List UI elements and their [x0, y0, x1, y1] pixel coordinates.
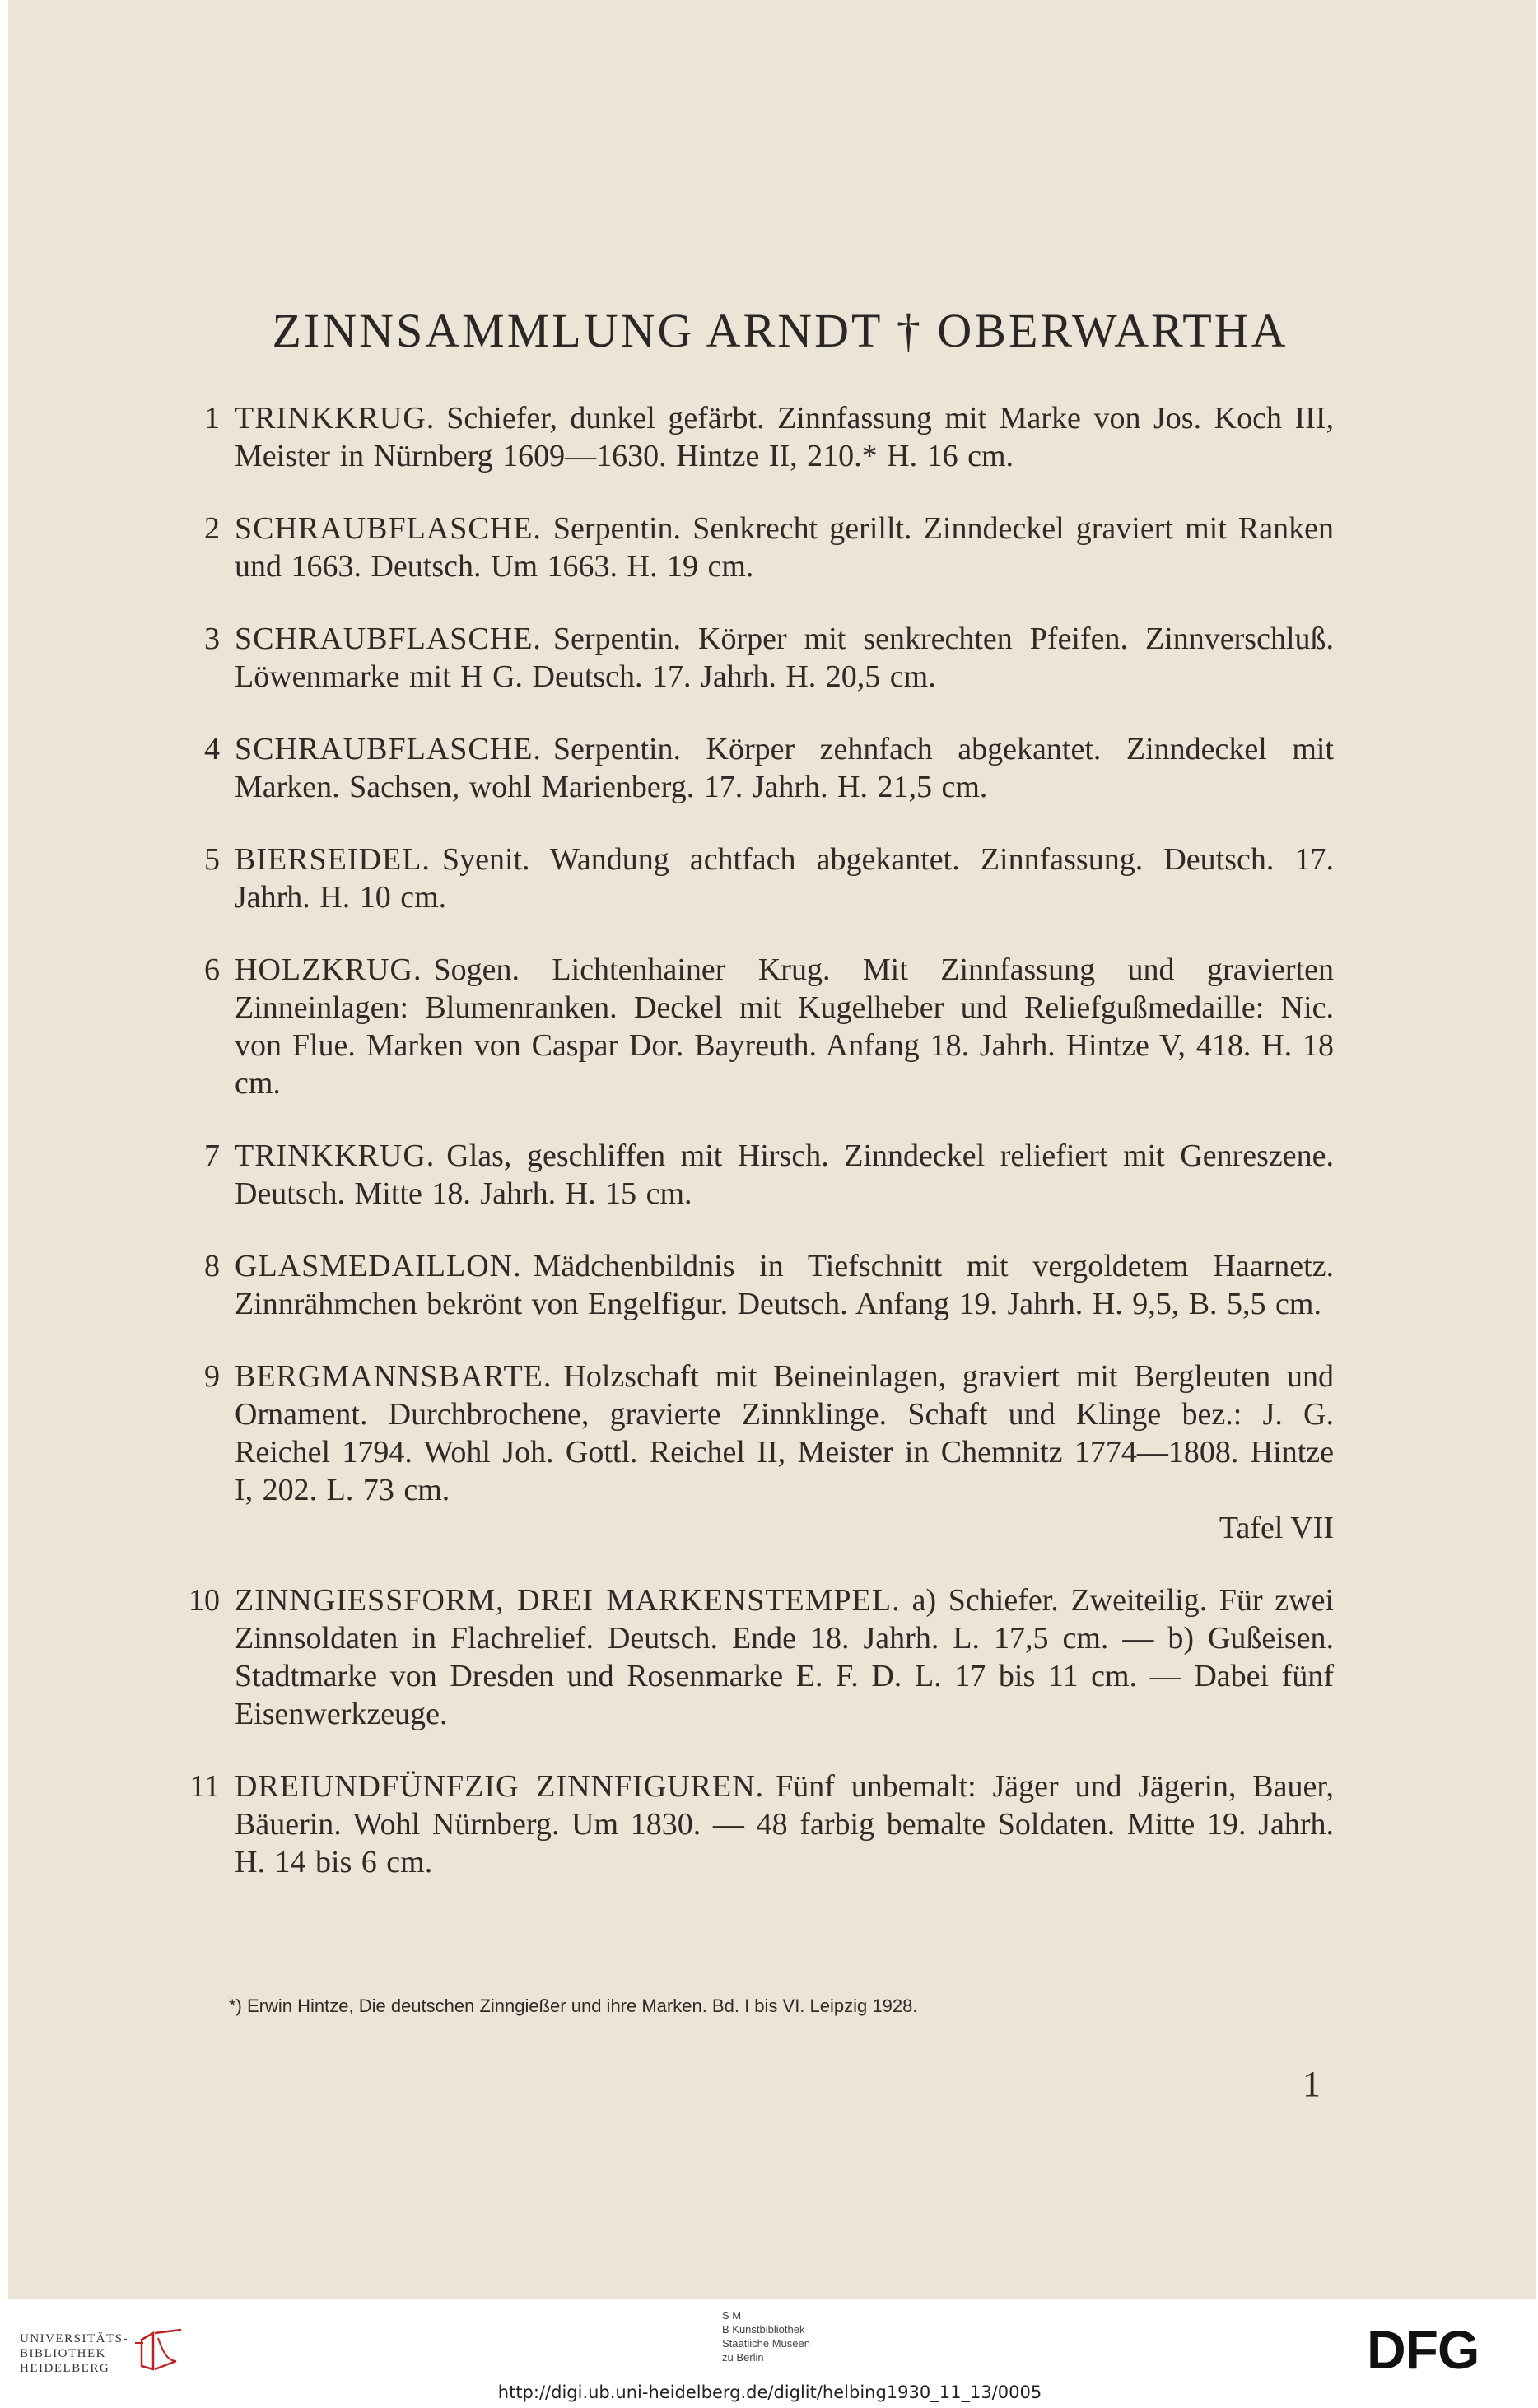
entry-object-name: ZINNGIESSFORM, DREI MARKENSTEMPEL. [235, 1583, 901, 1618]
entry-description [235, 510, 1334, 585]
catalog-entry [169, 1137, 1334, 1213]
catalog-entry [169, 620, 1334, 696]
university-line: UNIVERSITÄTS- [20, 2332, 128, 2345]
entry-number: 2 [204, 511, 220, 546]
entry-text: Syenit. Wandung achtfach abgekantet. Zinnfassung. Deutsch. 17. Jahrh. H. 10 cm. [235, 842, 1334, 915]
entry-description [235, 1247, 1334, 1323]
library-emblem-icon [135, 2328, 186, 2374]
entry-number: 10 [189, 1583, 220, 1618]
catalog-entries [169, 399, 1334, 1916]
entry-text: Glas, geschliffen mit Hirsch. Zinndeckel reliefiert mit Genreszene. Deutsch. Mitte 18. Jahrh. H. 15 cm. [235, 1139, 1334, 1211]
entry-text: Serpentin. Körper zehnfach abgekantet. Zinndeckel mit Marken. Sachsen, wohl Marienberg. 17. Jahrh. H. 21,5 cm. [235, 732, 1334, 804]
catalog-entry [169, 1358, 1334, 1547]
entry-description [235, 841, 1334, 916]
entry-object-name: BERGMANNSBARTE. [235, 1359, 552, 1394]
catalog-entry [169, 730, 1334, 806]
entry-text: Serpentin. Körper mit senkrechten Pfeifen. Zinnverschluß. Löwenmarke mit H G. Deutsch. 17. Jahrh. H. 20,5 cm. [235, 622, 1334, 694]
entry-description [235, 730, 1334, 806]
entry-number: 8 [204, 1249, 220, 1283]
entry-number: 7 [204, 1139, 220, 1173]
entry-object-name: DREIUNDFÜNFZIG ZINNFIGUREN. [235, 1769, 765, 1804]
entry-object-name: TRINKKRUG. [235, 1139, 436, 1173]
catalog-entry [169, 399, 1334, 475]
entry-object-name: GLASMEDAILLON. [235, 1249, 522, 1283]
entry-description [235, 951, 1334, 1102]
dfg-logo[interactable]: DFG [1367, 2319, 1480, 2380]
entry-number: 3 [204, 622, 220, 656]
entry-description [235, 1768, 1334, 1881]
catalog-entry [169, 1768, 1334, 1881]
entry-text: Mädchenbildnis in Tiefschnitt mit vergoldetem Haarnetz. Zinnrähmchen bekrönt von Engelfigur. Deutsch. Anfang 19. Jahrh. H. 9,5, B. 5,5 cm. [235, 1249, 1334, 1321]
entry-description [235, 399, 1334, 475]
source-line: Staatliche Museen [722, 2337, 810, 2350]
entry-text: Sogen. Lichtenhainer Krug. Mit Zinnfassung und gravierten Zinneinlagen: Blumenranken. Deckel mit Kugelheber und Reliefgußmedaille: Nic. von Flue. Marken von Caspar Dor. Bayreuth. Anfang 18. Jahrh. Hintze V, 418. H. 18 cm. [235, 952, 1334, 1101]
entry-number: 4 [204, 732, 220, 766]
catalog-entry [169, 1247, 1334, 1323]
entry-number: 5 [204, 842, 220, 877]
library-footer [0, 2299, 1538, 2408]
permalink-url[interactable]: http://digi.ub.uni-heidelberg.de/diglit/helbing1930_11_13/0005 [497, 2382, 1042, 2402]
catalog-entry [169, 1581, 1334, 1733]
entry-number: 9 [204, 1359, 220, 1394]
source-credit [722, 2308, 810, 2364]
catalog-entry [169, 510, 1334, 585]
entry-text: Fünf unbemalt: Jäger und Jägerin, Bauer, Bäuerin. Wohl Nürnberg. Um 1830. — 48 farbig bemalte Soldaten. Mitte 19. Jahrh. H. 14 bis 6 cm. [235, 1769, 1334, 1879]
university-line: BIBLIOTHEK [20, 2347, 106, 2360]
source-line: S M [722, 2309, 742, 2322]
entry-description [235, 620, 1334, 696]
entry-number: 1 [204, 401, 220, 435]
entry-object-name: BIERSEIDEL. [235, 842, 431, 877]
university-line: HEIDELBERG [20, 2362, 110, 2375]
catalog-entry [169, 841, 1334, 916]
entry-number: 6 [204, 952, 220, 987]
catalog-title: ZINNSAMMLUNG ARNDT † OBERWARTHA [272, 304, 1289, 357]
entry-object-name: SCHRAUBFLASCHE. [235, 622, 542, 656]
scanned-page [8, 0, 1536, 2299]
entry-description [235, 1358, 1334, 1509]
entry-text: Serpentin. Senkrecht gerillt. Zinndeckel graviert mit Ranken und 1663. Deutsch. Um 1663. H. 19 cm. [235, 511, 1334, 584]
entry-object-name: SCHRAUBFLASCHE. [235, 511, 542, 546]
entry-text: Schiefer, dunkel gefärbt. Zinnfassung mit Marke von Jos. Koch III, Meister in Nürnberg 1609—1630. Hintze II, 210.* H. 16 cm. [235, 401, 1334, 473]
entry-object-name: HOLZKRUG. [235, 952, 422, 987]
entry-object-name: SCHRAUBFLASCHE. [235, 732, 542, 766]
source-line: zu Berlin [722, 2351, 764, 2364]
entry-number: 11 [189, 1769, 220, 1804]
footnote: *) Erwin Hintze, Die deutschen Zinngießer und ihre Marken. Bd. I bis VI. Leipzig 1928. [229, 1996, 918, 2016]
entry-text: Holzschaft mit Beineinlagen, graviert mit Bergleuten und Ornament. Durchbrochene, gravierte Zinnklinge. Schaft und Klinge bez.: J. G. Reichel 1794. Wohl Joh. Gottl. Reichel II, Meister in Chemnitz 1774—1808. Hintze I, 202. L. 73 cm. [235, 1359, 1334, 1507]
entry-description [235, 1137, 1334, 1213]
page-number: 1 [1303, 2064, 1321, 2104]
source-line: B Kunstbibliothek [722, 2323, 805, 2336]
entry-text: a) Schiefer. Zweiteilig. Für zwei Zinnsoldaten in Flachrelief. Deutsch. Ende 18. Jahrh. L. 17,5 cm. — b) Gußeisen. Stadtmarke von Dresden und Rosenmarke E. F. D. L. 17 bis 11 cm. — Dabei fünf Eisenwerkzeuge. [235, 1583, 1334, 1731]
entry-object-name: TRINKKRUG. [235, 401, 436, 435]
plate-reference: Tafel VII [1219, 1511, 1334, 1545]
entry-description [235, 1581, 1334, 1733]
university-library-logo-text[interactable] [20, 2331, 128, 2376]
catalog-entry [169, 951, 1334, 1102]
